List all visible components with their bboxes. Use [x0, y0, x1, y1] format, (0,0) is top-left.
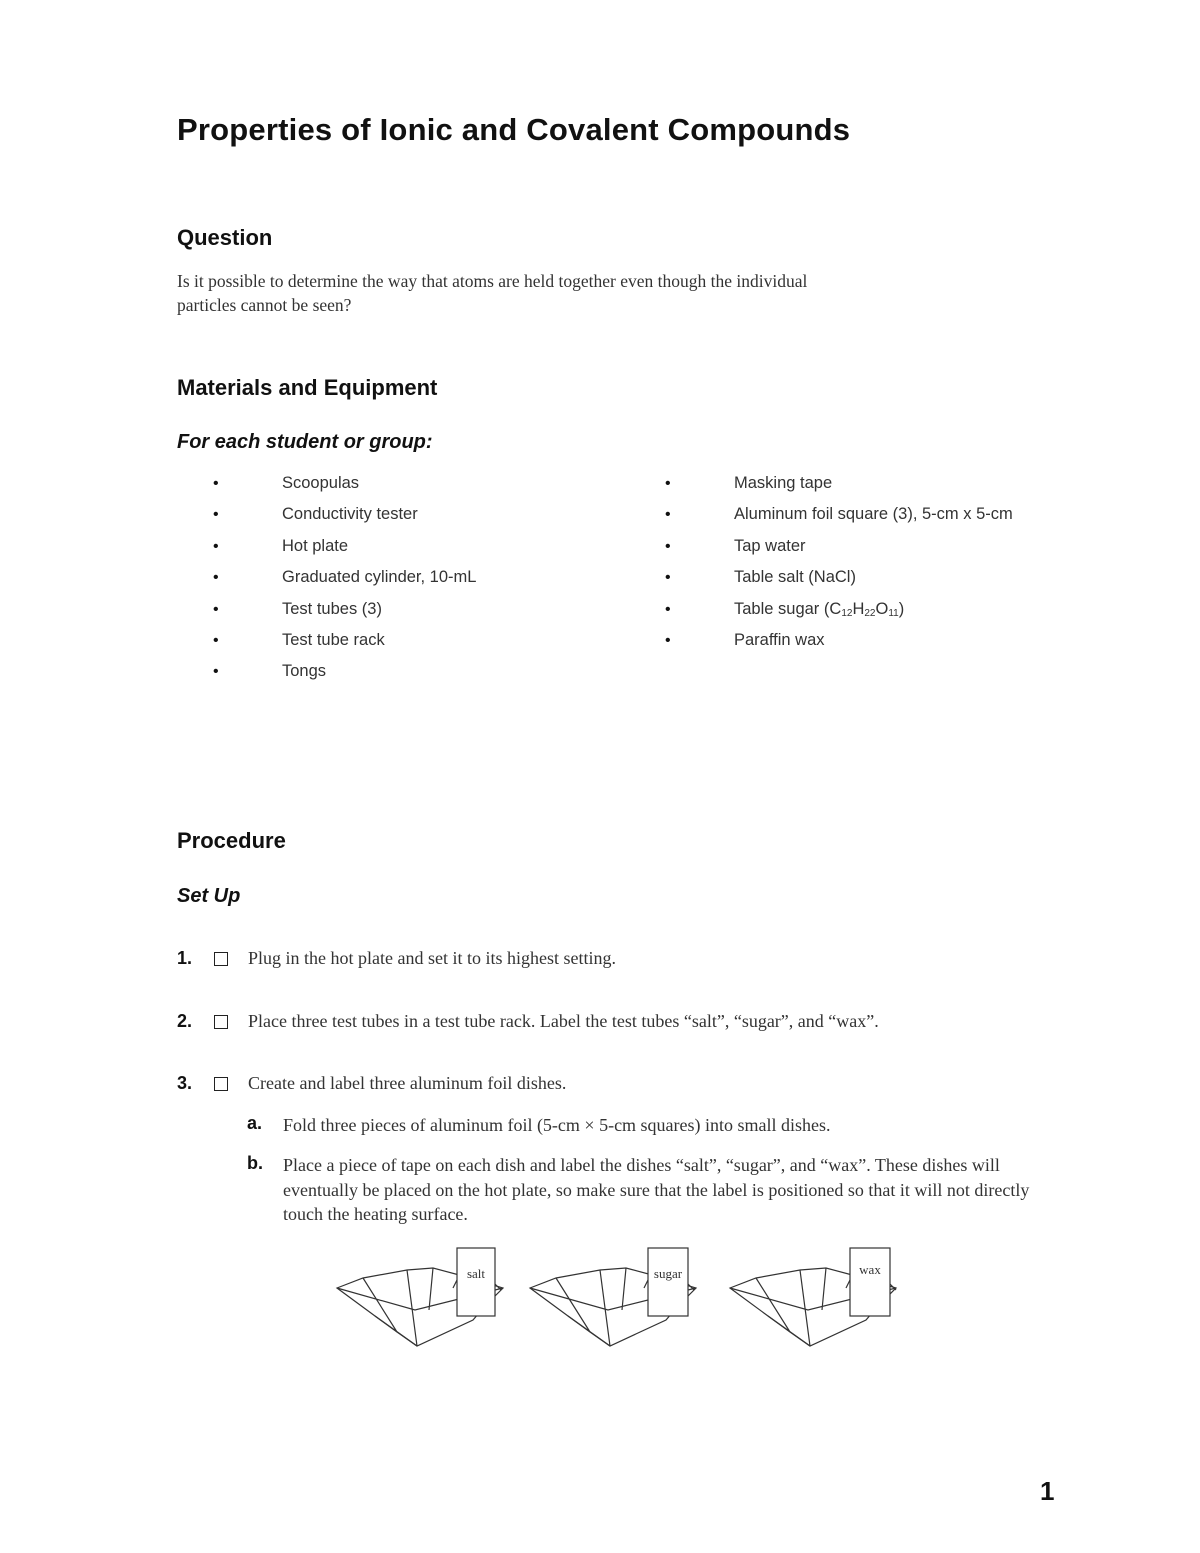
material-label: Masking tape — [734, 474, 833, 492]
material-label: Test tube rack — [282, 630, 385, 649]
step-1 — [177, 948, 1077, 976]
substep-a — [247, 1113, 1077, 1141]
page-number: 1 — [1040, 1476, 1055, 1506]
substep-text: Place a piece of tape on each dish and label the dishes “salt”, “sugar”, and “wax”. These dishes will eventually be placed on the hot plate, so make sure that the label is positioned so that it will not directly touch the heating surface. — [283, 1155, 1030, 1224]
foil-dishes-illustration — [330, 1240, 910, 1352]
checkbox[interactable] — [214, 1077, 228, 1091]
question-text — [177, 269, 1037, 317]
step-number: 1. — [177, 948, 193, 968]
bullet: • — [665, 475, 671, 492]
foil-dish-salt — [337, 1248, 503, 1346]
bullet: • — [213, 506, 219, 524]
subscript: 12 — [841, 607, 853, 619]
material-label: Aluminum foil square (3), 5-cm x 5-cm — [734, 505, 1013, 524]
dish-label: salt — [466, 1266, 486, 1281]
material-label: Paraffin wax — [734, 630, 825, 649]
material-label: Scoopulas — [282, 474, 360, 492]
setup-subheading: Set Up — [177, 885, 241, 907]
material-label: Conductivity tester — [282, 505, 418, 524]
question-line-2: particles cannot be seen? — [177, 295, 352, 315]
substep-b — [247, 1153, 1077, 1229]
step-2 — [177, 1011, 1077, 1039]
sugar-o: O — [875, 599, 889, 618]
material-label: Graduated cylinder, 10-mL — [282, 568, 477, 587]
page-title: Properties of Ionic and Covalent Compounds — [177, 112, 851, 147]
subscript: 22 — [864, 607, 876, 619]
bullet: • — [665, 631, 671, 649]
substep-label: b. — [247, 1153, 263, 1173]
dish-label: wax — [859, 1262, 881, 1277]
question-heading: Question — [177, 225, 273, 250]
step-number: 3. — [177, 1073, 193, 1093]
bullet: • — [213, 631, 219, 649]
material-label: Hot plate — [282, 536, 349, 555]
checkbox[interactable] — [214, 952, 228, 966]
substep-text: Fold three pieces of aluminum foil (5-cm × 5-cm squares) into small dishes. — [283, 1115, 831, 1135]
subscript: 11 — [888, 607, 899, 619]
bullet: • — [665, 506, 671, 524]
material-label-sugar — [734, 600, 904, 619]
foil-dish-sugar — [530, 1248, 696, 1346]
bullet: • — [213, 569, 219, 587]
bullet: • — [213, 600, 219, 618]
step-3 — [177, 1073, 1077, 1101]
dish-label: sugar — [653, 1266, 683, 1281]
step-number: 2. — [177, 1011, 193, 1031]
sugar-suffix: ) — [898, 599, 905, 618]
material-label: Table salt (NaCl) — [734, 568, 856, 587]
step-text: Create and label three aluminum foil dishes. — [248, 1073, 567, 1093]
procedure-heading: Procedure — [177, 828, 286, 853]
sugar-prefix: Table sugar (C — [734, 599, 842, 618]
material-label: Test tubes (3) — [282, 599, 382, 618]
bullet: • — [213, 663, 219, 681]
step-text: Place three test tubes in a test tube rack. Label the test tubes “salt”, “sugar”, and “wax”. — [248, 1011, 879, 1031]
bullet: • — [665, 600, 671, 618]
materials-heading: Materials and Equipment — [177, 375, 438, 400]
material-label: Tap water — [734, 536, 806, 555]
materials-subheading: For each student or group: — [177, 431, 433, 453]
bullet: • — [665, 537, 671, 555]
bullet: • — [213, 475, 219, 492]
bullet: • — [213, 537, 219, 555]
checkbox[interactable] — [214, 1015, 228, 1029]
sugar-h: H — [852, 599, 865, 618]
question-line-1: Is it possible to determine the way that atoms are held together even though the individual — [177, 271, 808, 291]
material-label: Tongs — [282, 662, 327, 681]
step-text: Plug in the hot plate and set it to its highest setting. — [248, 948, 616, 968]
foil-dish-wax — [730, 1248, 896, 1346]
bullet: • — [665, 569, 671, 587]
substep-label: a. — [247, 1113, 263, 1133]
